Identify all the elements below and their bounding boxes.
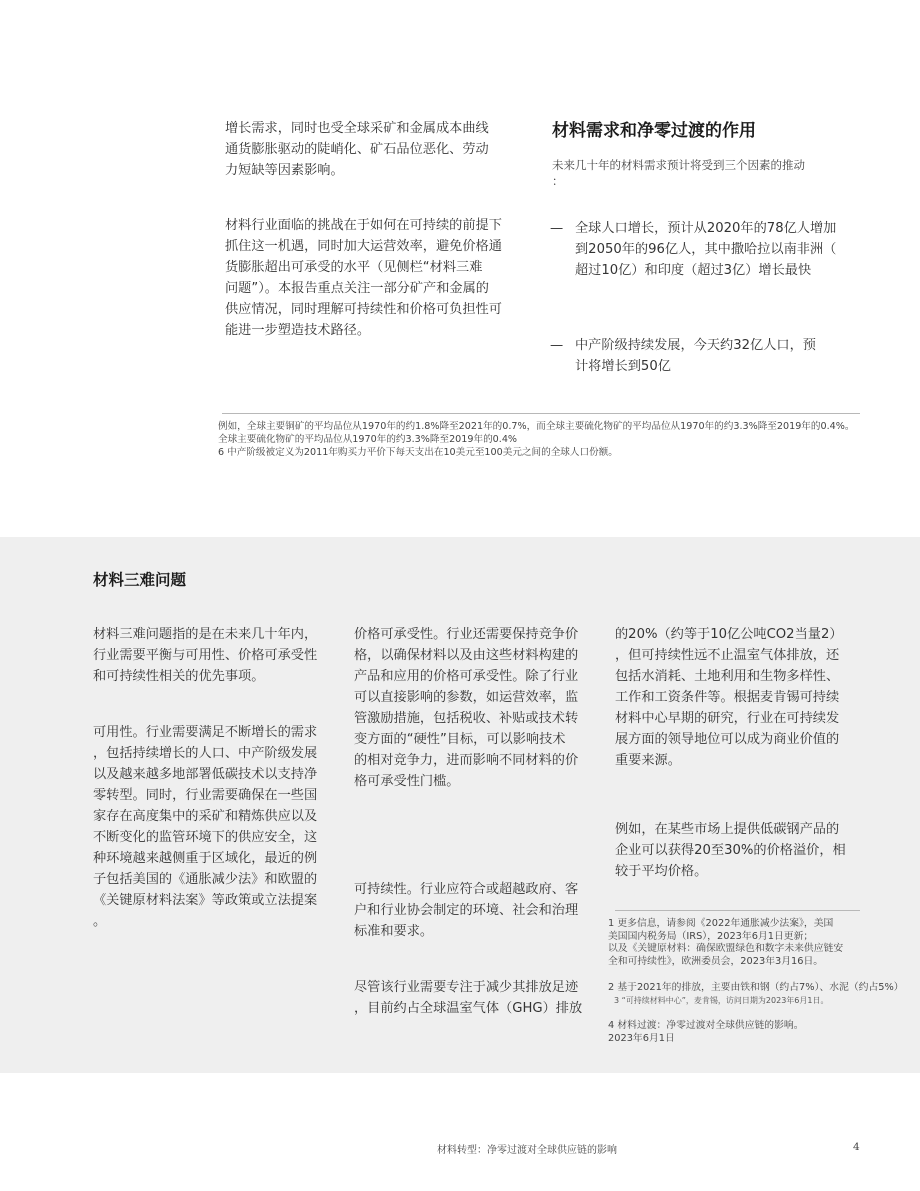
section-heading: 材料需求和净零过渡的作用 bbox=[552, 121, 756, 141]
footnote-divider bbox=[222, 413, 860, 414]
footer-title: 材料转型：净零过渡对全球供应链的影响 bbox=[437, 1145, 617, 1156]
sidebar-footnote-3: 3 “可持续材料中心”，麦肯锡，访问日期为2023年6月1日。 bbox=[614, 996, 829, 1005]
footnote-5: 例如，全球主要铜矿的平均品位从1970年的约1.8%降至2021年的0.7%，而全球主要硫化物矿的平均品位从1970年的约3.3%降至2019年的0.4%。 全球主要硫化物矿的平均品位从1970年的约3.3%降至2019年的0.4% bbox=[218, 421, 855, 445]
sidebar-premium-example: 例如，在某些市场上提供低碳钢产品的 企业可以获得20至30%的价格溢价，相 较于平均价格。 bbox=[615, 822, 846, 879]
sidebar-availability: 可用性。行业需要满足不断增长的需求 ，包括持续增长的人口、中产阶级发展 以及越来越多地部署低碳技术以支持净 零转型。同时，行业需要确保在一些国 家存在高度集中的采矿和精炼供应以及 不断变化的监管环境下的供应安全，这 种环境越来越侧重于区域化，最近的例 子包括美国的《通胀减少法》和欧盟的 《关键原材料法案》等政策或立法提案 。 bbox=[93, 725, 318, 929]
sidebar-sustainability-cont: 的20%（约等于10亿公吨CO2当量2） ，但可持续性远不止温室气体排放，还 包括水消耗、土地利用和生物多样性、 工作和工资条件等。根据麦肯锡可持续 材料中心早期的研究，行业在可持续发 展方面的领导地位可以成为商业价值的 重要来源。 bbox=[615, 627, 843, 768]
sidebar-footnote-4: 4 材料过渡：净零过渡对全球供应链的影响。 2023年6月1日 bbox=[608, 1020, 804, 1044]
sidebar-footnote-2: 2 基于2021年的排放，主要由铁和钢（约占7%）、水泥（约占5%） bbox=[608, 982, 904, 993]
sidebar-title: 材料三难问题 bbox=[93, 571, 187, 589]
intro-paragraph-continued: 增长需求，同时也受全球采矿和金属成本曲线 通货膨胀驱动的陡峭化、矿石品位恶化、劳动 力短缺等因素影响。 bbox=[225, 121, 489, 178]
sidebar-footnote-1: 1 更多信息，请参阅《2022年通胀减少法案》，美国 美国国内税务局（IRS），2023年6月1日更新； 以及《关键原材料：确保欧盟绿色和数字未来供应链安 全和可持续性》，欧洲委员会，2023年3月16日。 bbox=[608, 918, 844, 967]
footnote-6: 6 中产阶级被定义为2011年购买力平价下每天支出在10美元至100美元之间的全球人口份额。 bbox=[218, 447, 618, 458]
sidebar-col1-intro: 材料三难问题指的是在未来几十年内， 行业需要平衡与可用性、价格可承受性 和可持续性相关的优先事项。 bbox=[93, 627, 318, 684]
challenge-paragraph: 材料行业面临的挑战在于如何在可持续的前提下 抓住这一机遇，同时加大运营效率，避免价格通 货膨胀超出可承受的水平（见侧栏“材料三难 问题”）。本报告重点关注一部分矿产和金属的 供应情况，同时理解可持续性和价格可负担性可 能进一步塑造技术路径。 bbox=[225, 218, 502, 338]
page-number: 4 bbox=[853, 1141, 860, 1153]
sidebar-affordability: 价格可承受性。行业还需要保持竞争价 格，以确保材料以及由这些材料构建的 产品和应用的价格可承受性。除了行业 可以直接影响的参数，如运营效率，监 管激励措施，包括税收、补贴或技术转 变方面的“硬性”目标，可以影响技术 的相对竞争力，进而影响不同材料的价 格可承受性门槛。 bbox=[354, 627, 579, 789]
sidebar-sustainability: 可持续性。行业应符合或超越政府、客 户和行业协会制定的环境、社会和治理 标准和要求。 bbox=[354, 882, 579, 939]
bullet-text: 全球人口增长，预计从2020年的78亿人增加 到2050年的96亿人，其中撒哈拉以南非洲（ 超过10亿）和印度（超过3亿）增长最快 bbox=[575, 221, 837, 278]
dash-marker: — bbox=[550, 338, 564, 353]
bullet-text: 中产阶级持续发展，今天约32亿人口，预 计将增长到50亿 bbox=[575, 338, 816, 374]
sidebar-footnote-divider bbox=[615, 910, 860, 911]
drivers-intro: 未来几十年的材料需求预计将受到三个因素的推动 ： bbox=[552, 158, 805, 188]
dash-marker: — bbox=[550, 221, 564, 236]
sidebar-emissions: 尽管该行业需要专注于减少其排放足迹 ，目前约占全球温室气体（GHG）排放 bbox=[354, 980, 583, 1016]
